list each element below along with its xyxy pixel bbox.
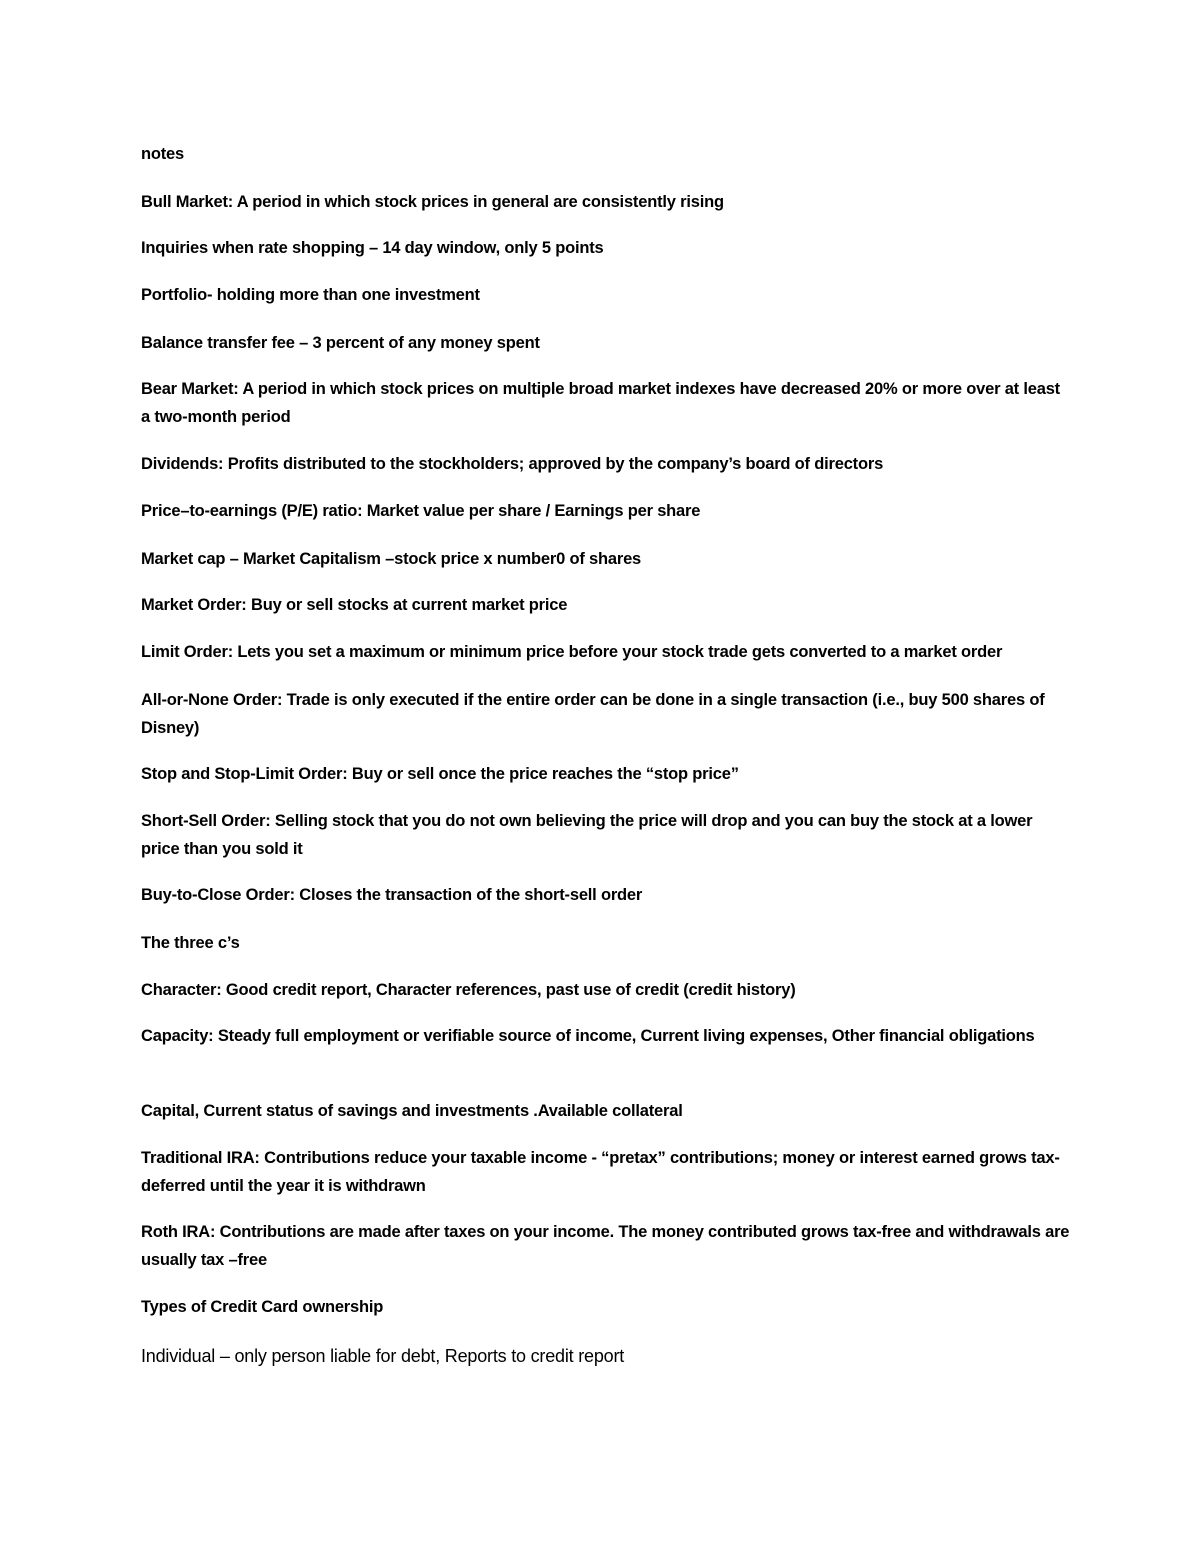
note-roth-ira: Roth IRA: Contributions are made after taxes on your income. The money contributed grows tax-free and withdrawals are usually tax –free [141, 1223, 1070, 1269]
note-capacity: Capacity: Steady full employment or verifiable source of income, Current living expenses, Other financial obligations [141, 1027, 1035, 1045]
note-character: Character: Good credit report, Character references, past use of credit (credit history) [141, 981, 796, 999]
note-balance-transfer-fee: Balance transfer fee – 3 percent of any money spent [141, 334, 540, 352]
note-limit-order: Limit Order: Lets you set a maximum or minimum price before your stock trade gets converted to a market order [141, 643, 1003, 661]
note-dividends: Dividends: Profits distributed to the stockholders; approved by the company’s board of directors [141, 455, 884, 473]
note-market-cap: Market cap – Market Capitalism –stock price x number0 of shares [141, 550, 642, 568]
section-heading-three-cs: The three c’s [141, 934, 240, 952]
section-heading-credit-card-ownership: Types of Credit Card ownership [141, 1298, 384, 1316]
note-pe-ratio: Price–to-earnings (P/E) ratio: Market value per share / Earnings per share [141, 502, 701, 520]
note-individual-ownership: Individual – only person liable for debt, Reports to credit report [141, 1346, 625, 1366]
note-bear-market: Bear Market: A period in which stock prices on multiple broad market indexes have decreased 20% or more over at least a two-month period [141, 380, 1060, 426]
note-capital: Capital, Current status of savings and investments .Available collateral [141, 1102, 683, 1120]
note-buy-to-close-order: Buy-to-Close Order: Closes the transaction of the short-sell order [141, 886, 643, 904]
note-market-order: Market Order: Buy or sell stocks at current market price [141, 596, 568, 614]
note-traditional-ira: Traditional IRA: Contributions reduce your taxable income - “pretax” contributions; money or interest earned grows tax-deferred until the year it is withdrawn [141, 1149, 1060, 1195]
note-portfolio: Portfolio- holding more than one investment [141, 286, 480, 304]
note-all-or-none-order: All-or-None Order: Trade is only executed if the entire order can be done in a single transaction (i.e., buy 500 shares of Disney) [141, 691, 1045, 737]
note-short-sell-order: Short-Sell Order: Selling stock that you do not own believing the price will drop and you can buy the stock at a lower price than you sold it [141, 812, 1033, 858]
note-stop-limit-order: Stop and Stop-Limit Order: Buy or sell once the price reaches the “stop price” [141, 765, 739, 783]
note-bull-market: Bull Market: A period in which stock prices in general are consistently rising [141, 193, 724, 211]
note-inquiries: Inquiries when rate shopping – 14 day window, only 5 points [141, 239, 604, 257]
notes-heading: notes [141, 145, 185, 163]
